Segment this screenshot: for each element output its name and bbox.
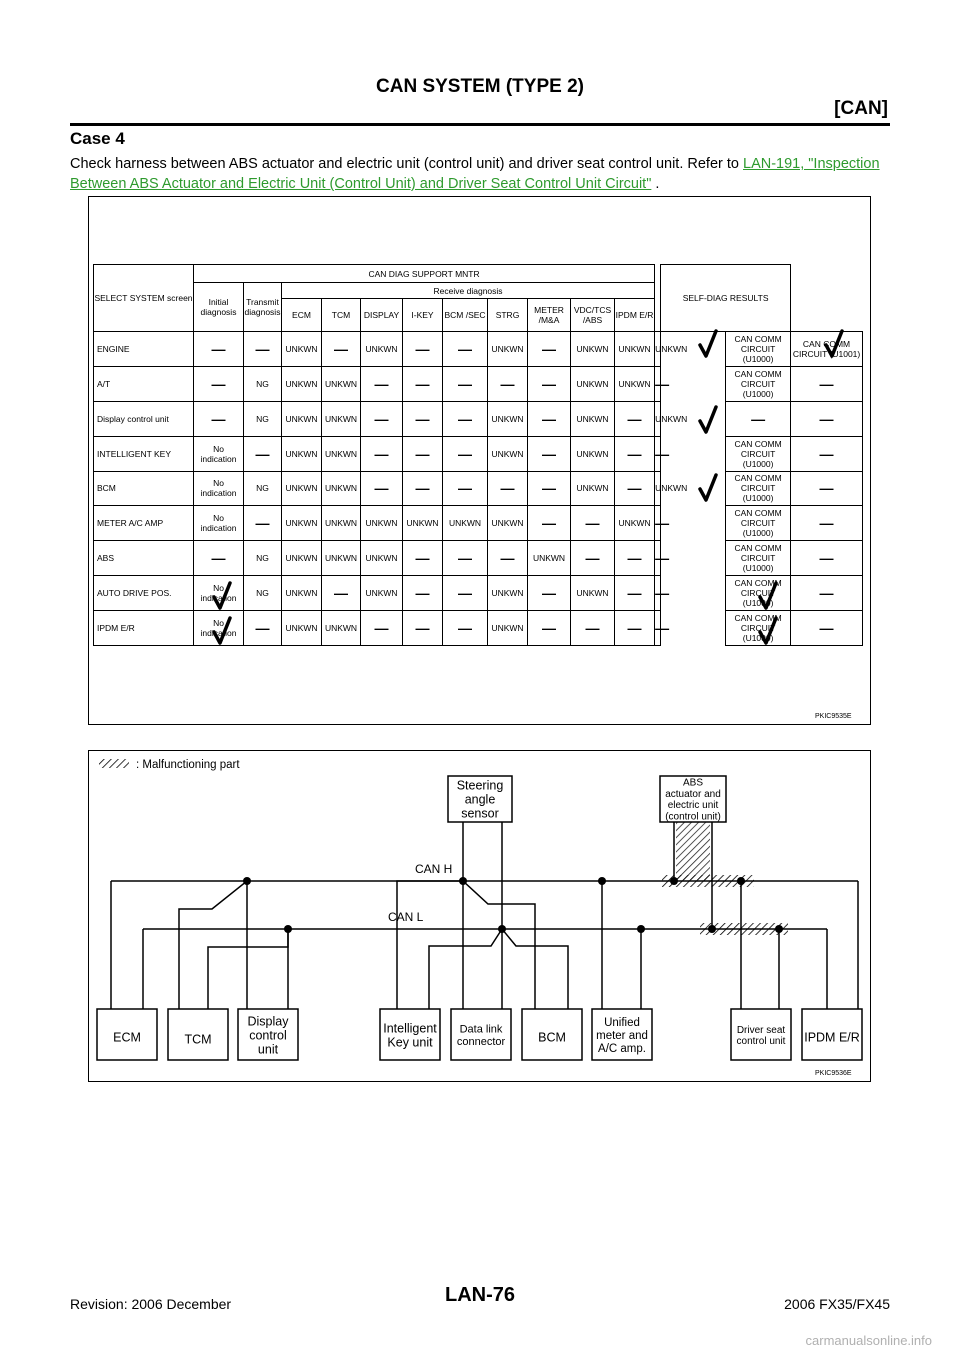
table-cell: CAN COMM CIRCUIT (U1000): [726, 366, 791, 401]
malfunction-hatch-abs: [676, 822, 710, 880]
table-cell: —: [615, 471, 655, 506]
ikey-can-h-wire: [397, 881, 463, 1009]
table-cell: —: [571, 506, 615, 541]
table-cell: UNKWN: [571, 471, 615, 506]
table-cell: No indication: [194, 471, 244, 506]
junction-dot: [670, 877, 678, 885]
table-cell: —: [528, 436, 571, 471]
table-cell: CAN COMM CIRCUIT (U1000): [726, 541, 791, 576]
table-cell: UNKWN: [322, 471, 361, 506]
table-cell: —: [443, 366, 488, 401]
intro-suffix: .: [651, 176, 660, 192]
table-cell: —: [403, 366, 443, 401]
table-cell: —: [443, 401, 488, 436]
table-cell: CAN COMM CIRCUIT (U1000): [726, 331, 791, 366]
table-cell: —: [244, 611, 282, 646]
table-cell: —: [655, 506, 661, 541]
table-cell: —: [726, 401, 791, 436]
table-cell: —: [194, 331, 244, 366]
tcm-can-l-wire: [208, 929, 288, 1009]
table-cell: CAN COMM CIRCUIT (U1000): [726, 576, 791, 611]
table-cell: —: [403, 471, 443, 506]
table-cell: —: [791, 471, 863, 506]
header-can-diag-support: CAN DIAG SUPPORT MNTR: [194, 265, 655, 283]
table-cell: —: [443, 576, 488, 611]
table-cell: UNKWN: [282, 541, 322, 576]
receive-col-header: IPDM E/R: [615, 299, 655, 331]
check-mark: [826, 331, 842, 356]
table-cell: UNKWN: [488, 436, 528, 471]
table-cell: —: [615, 576, 655, 611]
table-cell: —: [403, 541, 443, 576]
table-cell: —: [655, 541, 661, 576]
bcm-label: BCM: [538, 1030, 566, 1045]
table-cell: CAN COMM CIRCUIT (U1000): [726, 611, 791, 646]
table-cell: UNKWN: [282, 401, 322, 436]
table-cell: UNKWN: [571, 401, 615, 436]
table-cell: —: [322, 576, 361, 611]
table-cell: UNKWN: [282, 506, 322, 541]
table-cell: —: [488, 366, 528, 401]
table-cell: UNKWN: [655, 331, 661, 366]
table-cell: —: [528, 611, 571, 646]
table-cell: UNKWN: [488, 576, 528, 611]
table-cell: —: [791, 366, 863, 401]
table-cell: No indication: [194, 436, 244, 471]
receive-col-header: I-KEY: [403, 299, 443, 331]
table-cell: CAN COMM CIRCUIT (U1000): [726, 436, 791, 471]
table-cell: UNKWN: [322, 436, 361, 471]
table-cell: UNKWN: [571, 331, 615, 366]
table-cell: —: [791, 436, 863, 471]
table-cell: —: [361, 366, 403, 401]
table-cell: —: [528, 366, 571, 401]
table-cell: —: [403, 436, 443, 471]
table-cell: —: [403, 331, 443, 366]
table-cell: UNKWN: [571, 436, 615, 471]
table-cell: —: [655, 611, 661, 646]
check-mark: [760, 618, 776, 643]
table-cell: —: [403, 576, 443, 611]
table-cell: UNKWN: [528, 541, 571, 576]
junction-dot: [243, 877, 251, 885]
table-cell: —: [615, 436, 655, 471]
junction-dot: [737, 877, 745, 885]
table-cell: NG: [244, 401, 282, 436]
header-transmit-diagnosis: Transmit diagnosis: [244, 283, 282, 332]
junction-dot: [708, 925, 716, 933]
system-name-cell: Display control unit: [94, 401, 194, 436]
table-cell: No indication: [194, 506, 244, 541]
hatch-legend-icon: [99, 759, 129, 768]
table-cell: —: [615, 401, 655, 436]
table-cell: —: [443, 436, 488, 471]
tcm-can-h-wire: [179, 881, 247, 1009]
table-cell: UNKWN: [361, 541, 403, 576]
table-cell: UNKWN: [488, 401, 528, 436]
table-cell: UNKWN: [488, 611, 528, 646]
table-cell: UNKWN: [615, 506, 655, 541]
table-cell: —: [194, 366, 244, 401]
table-cell: UNKWN: [571, 576, 615, 611]
table-cell: UNKWN: [615, 331, 655, 366]
table-cell: UNKWN: [443, 506, 488, 541]
table-cell: —: [443, 471, 488, 506]
check-mark: [214, 618, 230, 643]
junction-dot: [498, 925, 506, 933]
table-cell: UNKWN: [615, 366, 655, 401]
table-cell: —: [403, 401, 443, 436]
junction-dot: [598, 877, 606, 885]
receive-col-header: BCM /SEC: [443, 299, 488, 331]
ipdm-label: IPDM E/R: [804, 1030, 860, 1045]
check-mark: [700, 407, 716, 432]
table-cell: —: [443, 541, 488, 576]
table-cell: —: [528, 331, 571, 366]
tcm-label: TCM: [184, 1032, 212, 1047]
table-cell: —: [488, 541, 528, 576]
check-mark: [700, 331, 716, 356]
table-cell: —: [361, 401, 403, 436]
figure-code: PKIC9535E: [815, 713, 852, 720]
table-cell: UNKWN: [322, 541, 361, 576]
table-cell: UNKWN: [282, 576, 322, 611]
seat-unit-label: Driver seat control unit: [736, 1024, 786, 1048]
system-name-cell: METER A/C AMP: [94, 506, 194, 541]
table-cell: UNKWN: [361, 576, 403, 611]
footer-model: 2006 FX35/FX45: [784, 1296, 890, 1312]
table-cell: UNKWN: [488, 331, 528, 366]
table-cell: —: [361, 611, 403, 646]
table-cell: UNKWN: [571, 366, 615, 401]
bcm-can-h-wire: [463, 881, 535, 1009]
system-name-cell: A/T: [94, 366, 194, 401]
table-cell: NG: [244, 541, 282, 576]
table-cell: —: [528, 576, 571, 611]
header-receive-diagnosis: Receive diagnosis: [282, 283, 655, 299]
header-self-diag: SELF-DIAG RESULTS: [661, 265, 791, 332]
legend-text: : Malfunctioning part: [136, 759, 240, 771]
system-name-cell: BCM: [94, 471, 194, 506]
receive-col-header: TCM: [322, 299, 361, 331]
table-cell: —: [571, 541, 615, 576]
table-cell: —: [528, 401, 571, 436]
junction-dot: [284, 925, 292, 933]
table-cell: UNKWN: [322, 611, 361, 646]
table-cell: NG: [244, 471, 282, 506]
ikey-unit-label: Intelligent Key unit: [383, 1021, 437, 1050]
table-cell: —: [791, 401, 863, 436]
table-cell: —: [655, 576, 661, 611]
section-tag: [CAN]: [834, 98, 888, 119]
check-mark: [214, 583, 230, 608]
table-cell: UNKWN: [282, 436, 322, 471]
figure-code: PKIC9536E: [815, 1070, 852, 1077]
ecm-label: ECM: [113, 1030, 141, 1045]
table-cell: —: [528, 506, 571, 541]
table-cell: UNKWN: [403, 506, 443, 541]
junction-dot: [637, 925, 645, 933]
table-cell: —: [361, 436, 403, 471]
table-cell: UNKWN: [655, 471, 661, 506]
table-cell: —: [244, 506, 282, 541]
table-cell: —: [655, 436, 661, 471]
system-name-cell: IPDM E/R: [94, 611, 194, 646]
table-cell: UNKWN: [488, 506, 528, 541]
display-unit-label: Display control unit: [247, 1014, 289, 1057]
case-title: Case 4: [70, 129, 125, 148]
table-cell: CAN COMM CIRCUIT (U1000): [726, 506, 791, 541]
table-cell: UNKWN: [282, 331, 322, 366]
table-cell: —: [403, 611, 443, 646]
table-cell: —: [361, 471, 403, 506]
table-cell: —: [194, 401, 244, 436]
table-cell: UNKWN: [322, 506, 361, 541]
footer-page-number: LAN-76: [444, 1284, 515, 1306]
table-cell: —: [655, 366, 661, 401]
table-cell: —: [528, 471, 571, 506]
can-l-label: CAN L: [388, 910, 424, 924]
header-select-system: SELECT SYSTEM screen: [94, 265, 194, 332]
table-cell: UNKWN: [282, 471, 322, 506]
table-cell: No indication: [194, 576, 244, 611]
table-cell: —: [488, 471, 528, 506]
table-cell: No indication: [194, 611, 244, 646]
steering-sensor-label: Steering angle sensor: [456, 778, 504, 821]
receive-col-header: DISPLAY: [361, 299, 403, 331]
system-name-cell: AUTO DRIVE POS.: [94, 576, 194, 611]
table-cell: —: [791, 611, 863, 646]
table-cell: —: [443, 611, 488, 646]
table-cell: —: [615, 541, 655, 576]
check-mark: [700, 475, 716, 500]
dlc-label: Data link connector: [456, 1023, 506, 1049]
system-name-cell: ABS: [94, 541, 194, 576]
table-cell: UNKWN: [282, 366, 322, 401]
reference-link[interactable]: LAN-191, "Inspection Between ABS Actuator and Electric Unit (Control Unit) and Driver Seat Control Unit Circuit": [70, 156, 880, 192]
table-cell: —: [322, 331, 361, 366]
check-mark: [760, 583, 776, 608]
meter-label: Unified meter and A/C amp.: [596, 1017, 648, 1055]
table-cell: —: [571, 611, 615, 646]
footer-revision: Revision: 2006 December: [70, 1296, 232, 1312]
page-title: CAN SYSTEM (TYPE 2): [376, 76, 584, 97]
junction-dot: [775, 925, 783, 933]
intro-text: Check harness between ABS actuator and electric unit (control unit) and driver seat control unit. Refer to: [70, 156, 743, 172]
header-initial-diagnosis: Initial diagnosis: [194, 283, 244, 332]
table-cell: —: [244, 436, 282, 471]
receive-col-header: VDC/TCS /ABS: [571, 299, 615, 331]
table-cell: —: [244, 331, 282, 366]
table-cell: CAN COMM CIRCUIT (U1001): [791, 331, 863, 366]
watermark: carmanualsonline.info: [805, 1333, 932, 1348]
system-name-cell: INTELLIGENT KEY: [94, 436, 194, 471]
junction-dot: [459, 877, 467, 885]
receive-col-header: METER /M&A: [528, 299, 571, 331]
can-h-label: CAN H: [415, 862, 453, 876]
abs-unit-label: ABS actuator and electric unit (control unit): [665, 777, 721, 823]
table-cell: UNKWN: [361, 331, 403, 366]
table-cell: —: [443, 331, 488, 366]
receive-col-header: ECM: [282, 299, 322, 331]
receive-col-header: STRG: [488, 299, 528, 331]
table-cell: CAN COMM CIRCUIT (U1000): [726, 471, 791, 506]
ikey-can-l-wire: [429, 929, 502, 1009]
table-cell: UNKWN: [655, 401, 661, 436]
table-cell: —: [194, 541, 244, 576]
table-cell: —: [791, 541, 863, 576]
table-cell: —: [791, 506, 863, 541]
table-cell: UNKWN: [322, 366, 361, 401]
table-cell: NG: [244, 576, 282, 611]
table-cell: NG: [244, 366, 282, 401]
table-cell: UNKWN: [361, 506, 403, 541]
table-cell: UNKWN: [282, 611, 322, 646]
system-name-cell: ENGINE: [94, 331, 194, 366]
table-cell: —: [791, 576, 863, 611]
table-cell: UNKWN: [322, 401, 361, 436]
table-cell: —: [615, 611, 655, 646]
